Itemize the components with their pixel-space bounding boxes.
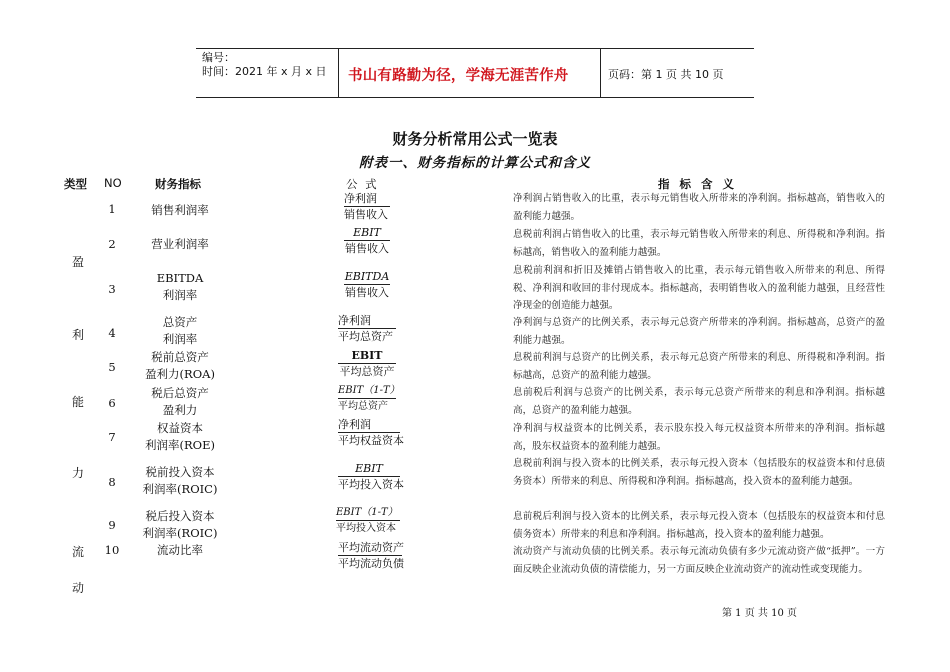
category-char: 利 (72, 328, 85, 342)
indicator-name (130, 508, 230, 542)
formula-numerator: EBIT（1-T） (338, 384, 396, 399)
indicator-name (130, 236, 230, 253)
indicator-name (130, 385, 230, 419)
formula (338, 418, 404, 447)
indicator-name-line: 权益资本 (157, 421, 203, 435)
indicator-meaning: 净利润与总资产的比例关系，表示每元总资产所带来的净利润。指标越高，总资产的盈利能力越强。 (513, 317, 885, 346)
formula (338, 349, 396, 378)
formula (344, 270, 390, 299)
col-header-formula: 公 式 (346, 177, 379, 191)
indicator-name-line: 利润率(ROIC) (142, 482, 218, 496)
category-char: 流 (72, 545, 85, 559)
indicator-name-line: 税后总资产 (151, 386, 209, 400)
indicator-name-line: 利润率(ROIC) (142, 526, 218, 540)
time-label: 时间：2021 年 x 月 x 日 (202, 65, 327, 78)
row-number: 9 (108, 518, 116, 532)
formula-numerator: EBIT (338, 462, 400, 477)
indicator-name (130, 420, 230, 454)
header-divider (600, 49, 601, 97)
indicator-name (130, 542, 230, 559)
formula (338, 462, 404, 491)
col-header-indicator: 财务指标 (155, 177, 201, 191)
indicator-name-line: 盈利力 (162, 403, 198, 417)
formula (338, 541, 402, 570)
formula (338, 314, 396, 343)
col-header-type: 类型 (64, 177, 87, 191)
indicator-meaning: 息税前利润和折旧及摊销占销售收入的比重，表示每元销售收入所带来的利息、所得税、净利润和收回的非付现成本。指标越高，表明销售收入的盈利能力越强，且经营性净现金的创造能力越强。 (513, 265, 885, 311)
row-number: 4 (108, 326, 116, 340)
header-motto: 书山有路勤为径，学海无涯苦作舟 (348, 68, 569, 84)
category-char: 动 (72, 581, 85, 595)
col-header-meaning: 指 标 含 义 (658, 177, 738, 191)
formula-numerator: 净利润 (338, 314, 396, 329)
row-number: 1 (108, 202, 116, 216)
formula-denominator: 平均投入资本 (338, 478, 404, 491)
formula-denominator: 平均总资产 (338, 330, 393, 343)
indicator-name (130, 349, 230, 383)
category-char: 盈 (72, 255, 85, 269)
indicator-meaning: 息税前利润占销售收入的比重，表示每元销售收入所带来的利息、所得税和净利润。指标越高，销售收入的盈利能力越强。 (513, 229, 885, 258)
formula-numerator: EBIT (338, 349, 396, 364)
indicator-name-line: 税前总资产 (151, 350, 209, 364)
row-number: 8 (108, 475, 116, 489)
formula-denominator: 平均投入资本 (336, 523, 396, 534)
formula-numerator: EBIT (344, 226, 390, 241)
formula (344, 226, 390, 255)
category-char: 能 (72, 395, 85, 409)
formula-denominator: 平均总资产 (339, 365, 395, 378)
indicator-meaning: 净利润占销售收入的比重，表示每元销售收入所带来的净利润。指标越高，销售收入的盈利能力越强。 (513, 193, 885, 222)
indicator-meaning: 息前税后利润与总资产的比例关系，表示每元总资产所带来的利息和净利润。指标越高，总资产的盈利能力越强。 (513, 387, 885, 416)
row-number: 7 (108, 430, 116, 444)
header-divider (338, 49, 339, 97)
formula-denominator: 平均流动负债 (338, 557, 404, 570)
indicator-name (130, 202, 230, 219)
row-number: 5 (108, 360, 116, 374)
row-number: 3 (108, 282, 116, 296)
formula-numerator: 净利润 (344, 192, 390, 207)
indicator-name-line: 税后投入资本 (145, 509, 215, 523)
indicator-name (130, 270, 230, 304)
indicator-meaning: 息前税后利润与投入资本的比例关系，表示每元投入资本（包括股东的权益资本和付息债务资本）所带来的利息和净利润。指标越高，投入资本的盈利能力越强。 (513, 511, 885, 540)
formula-numerator: EBIT（1-T） (336, 506, 400, 521)
formula-numerator: 净利润 (338, 418, 400, 433)
formula (336, 506, 400, 535)
indicator-name-line: 利润率 (162, 288, 198, 302)
formula-denominator: 销售收入 (345, 286, 389, 299)
header-meta (202, 51, 327, 79)
indicator-name (130, 464, 230, 498)
indicator-name-line: 盈利力(ROA) (145, 367, 215, 381)
formula (344, 192, 390, 221)
page-title: 财务分析常用公式一览表 (392, 130, 558, 148)
indicator-meaning: 息税前利润与总资产的比例关系，表示每元总资产所带来的利息、所得税和净利润。指标越高，总资产的盈利能力越强。 (513, 352, 885, 381)
formula-numerator: 平均流动资产 (338, 541, 404, 554)
page-footer: 第 1 页 共 10 页 (722, 608, 797, 619)
indicator-name-line: 流动比率 (157, 543, 203, 557)
header-page-info: 页码：第 1 页 共 10 页 (608, 68, 724, 81)
indicator-meaning: 息税前利润与投入资本的比例关系，表示每元投入资本（包括股东的权益资本和付息债务资本）所带来的利息、所得税和净利润。指标越高，投入资本的盈利能力越强。 (513, 458, 885, 487)
page-subtitle: 附表一、财务指标的计算公式和含义 (359, 155, 591, 171)
document-header (196, 48, 754, 98)
indicator-name-line: 销售利润率 (151, 203, 209, 217)
indicator-name-line: EBITDA (156, 271, 204, 285)
indicator-meaning: 流动资产与流动负债的比例关系。表示每元流动负债有多少元流动资产做“抵押”。一方面反映企业流动负债的清偿能力，另一方面反映企业流动资产的流动性或变现能力。 (513, 546, 885, 575)
category-char: 力 (72, 466, 85, 480)
formula (338, 384, 400, 413)
formula-denominator: 销售收入 (344, 208, 388, 221)
indicator-name-line: 利润率(ROE) (145, 438, 215, 452)
col-header-no: NO (104, 176, 122, 190)
indicator-name-line: 营业利润率 (151, 237, 209, 251)
row-number: 6 (108, 396, 116, 410)
indicator-name-line: 税前投入资本 (145, 465, 215, 479)
indicator-name-line: 总资产 (162, 315, 198, 329)
formula-numerator: EBITDA (344, 270, 390, 283)
row-number: 10 (104, 543, 120, 557)
formula-denominator: 销售收入 (345, 242, 389, 255)
indicator-name (130, 314, 230, 348)
indicator-meaning: 净利润与权益资本的比例关系，表示股东投入每元权益资本所带来的净利润。指标越高，股东权益资本的盈利能力越强。 (513, 423, 885, 452)
formula-denominator: 平均权益资本 (338, 434, 404, 447)
indicator-name-line: 利润率 (162, 332, 198, 346)
formula-denominator: 平均总资产 (338, 401, 388, 412)
row-number: 2 (108, 237, 116, 251)
number-label: 编号： (202, 51, 235, 64)
